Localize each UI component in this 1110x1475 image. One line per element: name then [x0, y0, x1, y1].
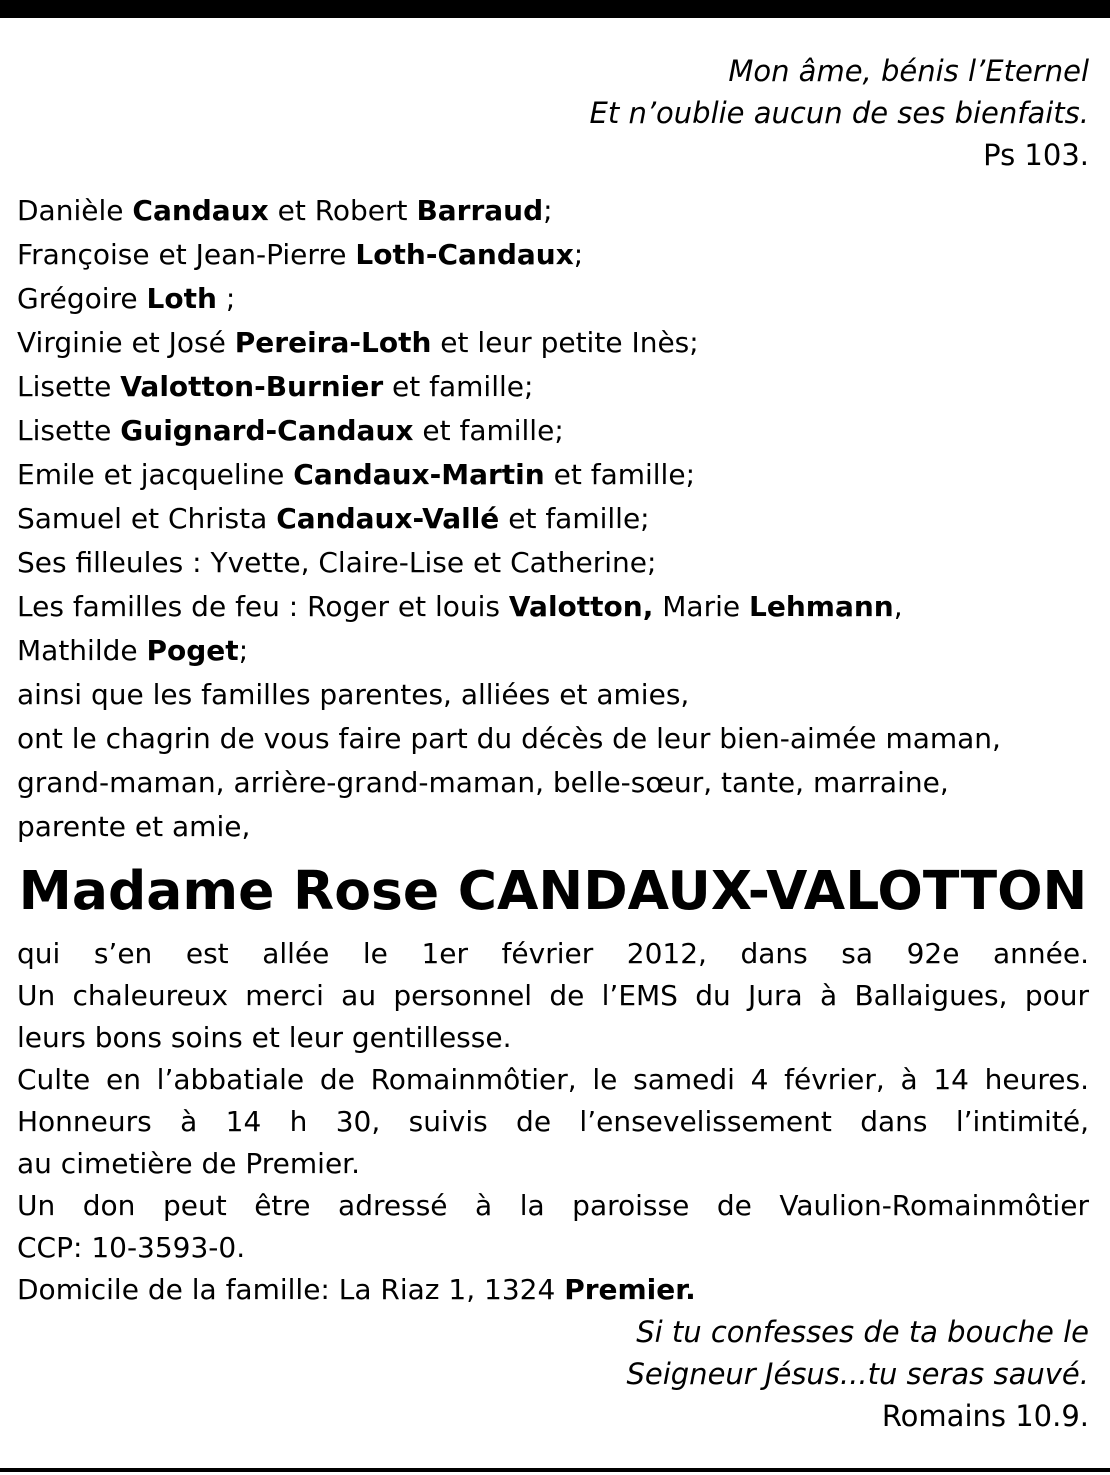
- mourner-line: Danièle Candaux et Robert Barraud;: [17, 194, 553, 227]
- mourner-line: Lisette Guignard-Candaux et famille;: [17, 414, 564, 447]
- details-line: Culte en l’abbatiale de Romainmôtier, le samedi 4 février, à 14 heures.: [17, 1063, 1089, 1096]
- mourner-line: Grégoire Loth ;: [17, 282, 236, 315]
- mourner-line: parente et amie,: [17, 810, 251, 843]
- mourners-list: [17, 189, 1089, 849]
- mourner-line: Mathilde Poget;: [17, 634, 249, 667]
- closing-verse: [17, 1311, 1089, 1437]
- bottom-border-rule: [0, 1468, 1110, 1472]
- details-line: Un don peut être adressé à la paroisse de Vaulion-Romainmôtier: [17, 1189, 1089, 1222]
- mourner-line: ont le chagrin de vous faire part du décès de leur bien-aimée maman,: [17, 722, 1001, 755]
- mourner-line: ainsi que les familles parentes, alliées et amies,: [17, 678, 690, 711]
- details-line: au cimetière de Premier.: [17, 1147, 361, 1180]
- details-line: CCP: 10-3593-0.: [17, 1231, 246, 1264]
- top-border-rule: [0, 0, 1110, 18]
- family-domicile: Domicile de la famille: La Riaz 1, 1324 Premier.: [17, 1273, 696, 1306]
- epigraph: [17, 50, 1089, 176]
- funeral-details: [17, 933, 1089, 1311]
- details-line: Un chaleureux merci au personnel de l’EMS du Jura à Ballaigues, pour: [17, 979, 1089, 1012]
- closing-verse-line-1: Si tu confesses de ta bouche le: [636, 1315, 1089, 1349]
- deceased-name: Madame Rose CANDAUX-VALOTTON: [18, 859, 1088, 922]
- mourner-line: Lisette Valotton-Burnier et famille;: [17, 370, 534, 403]
- epigraph-reference: Ps 103.: [983, 138, 1089, 172]
- mourner-line: Françoise et Jean-Pierre Loth-Candaux;: [17, 238, 584, 271]
- mourner-line: Samuel et Christa Candaux-Vallé et famille;: [17, 502, 650, 535]
- closing-verse-line-2: Seigneur Jésus...tu seras sauvé.: [626, 1357, 1089, 1391]
- details-line: Honneurs à 14 h 30, suivis de l’ensevelissement dans l’intimité,: [17, 1105, 1089, 1138]
- mourner-line: Ses filleules : Yvette, Claire-Lise et Catherine;: [17, 546, 657, 579]
- obituary-notice: [17, 50, 1089, 1437]
- details-line: leurs bons soins et leur gentillesse.: [17, 1021, 512, 1054]
- mourner-line: grand-maman, arrière-grand-maman, belle-sœur, tante, marraine,: [17, 766, 949, 799]
- epigraph-line-1: Mon âme, bénis l’Eternel: [728, 54, 1089, 88]
- details-line: qui s’en est allée le 1er février 2012, dans sa 92e année.: [17, 937, 1089, 970]
- mourner-line: Virginie et José Pereira-Loth et leur petite Inès;: [17, 326, 699, 359]
- epigraph-line-2: Et n’oublie aucun de ses bienfaits.: [589, 96, 1089, 130]
- closing-verse-reference: Romains 10.9.: [881, 1399, 1089, 1433]
- mourner-line: Emile et jacqueline Candaux-Martin et famille;: [17, 458, 695, 491]
- mourner-line: Les familles de feu : Roger et louis Valotton, Marie Lehmann,: [17, 590, 903, 623]
